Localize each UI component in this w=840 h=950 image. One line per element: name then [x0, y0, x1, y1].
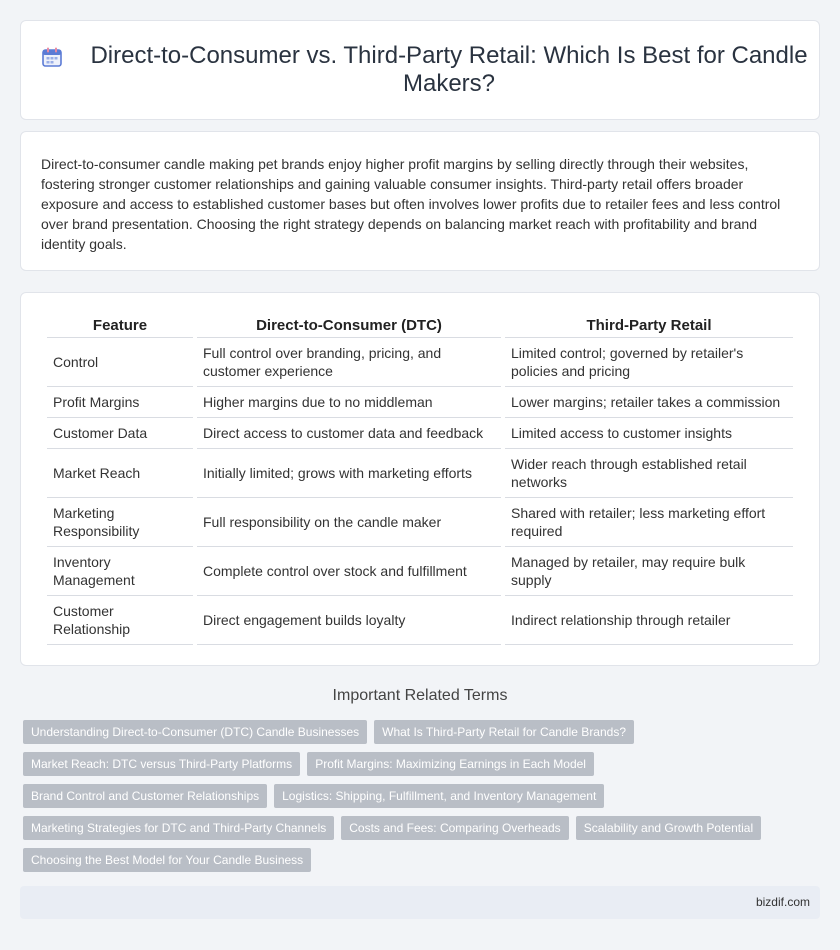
table-cell: Marketing Responsibility [47, 498, 193, 547]
table-row [47, 547, 793, 596]
table-cell: Managed by retailer, may require bulk supply [505, 547, 793, 596]
table-row [47, 449, 793, 498]
table-cell: Wider reach through established retail networks [505, 449, 793, 498]
header-inner [41, 42, 809, 98]
related-terms-tags [23, 720, 813, 880]
table-cell: Customer Relationship [47, 596, 193, 645]
table-row [47, 338, 793, 387]
tag-row [23, 816, 813, 840]
table-row [47, 387, 793, 418]
tag-row [23, 720, 813, 744]
comparison-table-card [20, 292, 820, 666]
table-cell: Direct engagement builds loyalty [197, 596, 501, 645]
related-term-tag[interactable]: Market Reach: DTC versus Third-Party Platforms [23, 752, 300, 776]
table-row [47, 418, 793, 449]
footer-site-link[interactable]: bizdif.com [755, 895, 810, 909]
table-cell: Direct access to customer data and feedback [197, 418, 501, 449]
tag-row [23, 752, 813, 776]
table-cell: Control [47, 338, 193, 387]
footer [20, 886, 820, 919]
table-cell: Inventory Management [47, 547, 193, 596]
table-cell: Complete control over stock and fulfillment [197, 547, 501, 596]
related-term-tag[interactable]: Scalability and Growth Potential [576, 816, 761, 840]
related-term-tag[interactable]: Brand Control and Customer Relationships [23, 784, 267, 808]
header-card [20, 20, 820, 120]
column-header-dtc: Direct-to-Consumer (DTC) [197, 313, 501, 338]
related-term-tag[interactable]: Choosing the Best Model for Your Candle Business [23, 848, 311, 872]
table-cell: Profit Margins [47, 387, 193, 418]
related-terms-heading: Important Related Terms [332, 687, 508, 704]
related-term-tag[interactable]: Understanding Direct-to-Consumer (DTC) Candle Businesses [23, 720, 367, 744]
related-term-tag[interactable]: Logistics: Shipping, Fulfillment, and Inventory Management [274, 784, 604, 808]
table-cell: Limited access to customer insights [505, 418, 793, 449]
table-row [47, 596, 793, 645]
table-cell: Shared with retailer; less marketing effort required [505, 498, 793, 547]
table-cell: Lower margins; retailer takes a commission [505, 387, 793, 418]
table-cell: Limited control; governed by retailer's policies and pricing [505, 338, 793, 387]
table-cell: Market Reach [47, 449, 193, 498]
intro-paragraph: Direct-to-consumer candle making pet brands enjoy higher profit margins by selling directly through their websites, fostering stronger customer relationships and gaining valuable consumer insights. Third-party retail offers broader exposure and access to established customer bases but often involves lower profits due to retailer fees and less control over brand presentation. Choosing the right strategy depends on balancing market reach with profitability and brand identity goals. [41, 156, 781, 252]
related-term-tag[interactable]: Costs and Fees: Comparing Overheads [341, 816, 568, 840]
tag-row [23, 848, 813, 872]
page-title: Direct-to-Consumer vs. Third-Party Retail: Which Is Best for Candle Makers? [90, 42, 808, 97]
table-cell: Initially limited; grows with marketing efforts [197, 449, 501, 498]
related-term-tag[interactable]: Profit Margins: Maximizing Earnings in Each Model [307, 752, 594, 776]
table-cell: Indirect relationship through retailer [505, 596, 793, 645]
table-row [47, 498, 793, 547]
calendar-icon [41, 46, 63, 68]
table-cell: Higher margins due to no middleman [197, 387, 501, 418]
table-cell: Full responsibility on the candle maker [197, 498, 501, 547]
column-header-feature: Feature [47, 313, 193, 338]
comparison-table [43, 313, 797, 645]
related-term-tag[interactable]: What Is Third-Party Retail for Candle Brands? [374, 720, 634, 744]
table-cell: Customer Data [47, 418, 193, 449]
intro-card [20, 131, 820, 271]
column-header-third-party: Third-Party Retail [505, 313, 793, 338]
table-header-row [47, 313, 793, 338]
tag-row [23, 784, 813, 808]
related-term-tag[interactable]: Marketing Strategies for DTC and Third-Party Channels [23, 816, 334, 840]
table-cell: Full control over branding, pricing, and customer experience [197, 338, 501, 387]
